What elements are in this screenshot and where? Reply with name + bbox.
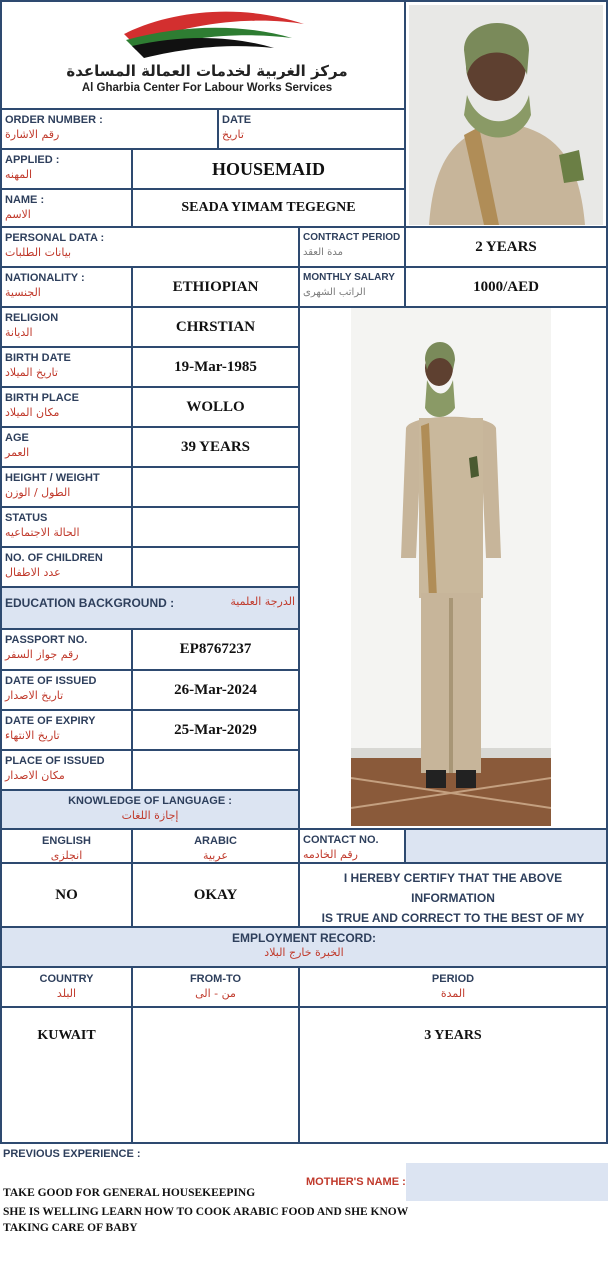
order-number-cell [0, 110, 219, 150]
monthly-salary-label: MONTHLY SALARY [303, 272, 395, 283]
age-label-cell [0, 428, 133, 468]
from-to-header [133, 968, 300, 1008]
arabic-header [133, 830, 300, 864]
contact-value [406, 830, 608, 864]
height-weight-label-ar: الطول / الوزن [5, 486, 71, 499]
country-header [0, 968, 133, 1008]
birth-date-label-ar: تاريخ الميلاد [5, 366, 58, 379]
from-to-label-ar: من - الى [195, 987, 236, 1000]
experience-note-1: TAKE GOOD FOR GENERAL HOUSEKEEPING [3, 1187, 256, 1199]
monthly-salary-label-cell [300, 268, 406, 308]
place-issued-value [133, 751, 300, 791]
period-header [300, 968, 608, 1008]
passport-label-ar: رقم جواز السفر [5, 648, 79, 661]
birth-date-label-cell [0, 348, 133, 388]
english-label-ar: انجلزى [50, 849, 83, 862]
issued-value: 26-Mar-2024 [133, 671, 300, 711]
certification-text [300, 864, 608, 928]
monthly-salary-value: 1000/AED [406, 268, 608, 308]
flag-swoosh-logo [114, 4, 314, 64]
height-weight-label-cell [0, 468, 133, 508]
age-label-ar: العمر [5, 446, 30, 459]
header-logo-area [0, 0, 406, 110]
status-value [133, 508, 300, 548]
period-label: PERIOD [431, 973, 475, 985]
english-label: ENGLISH [42, 835, 91, 847]
status-label-cell [0, 508, 133, 548]
contract-period-label-cell [300, 228, 406, 268]
country-label: COUNTRY [39, 973, 94, 985]
passport-label-cell [0, 630, 133, 671]
order-number-label-ar: رقم الاشارة [5, 128, 60, 141]
passport-value: EP8767237 [133, 630, 300, 671]
experience-note-3: TAKING CARE OF BABY [3, 1222, 138, 1234]
arabic-label: ARABIC [194, 835, 237, 847]
headshot-photo [409, 5, 603, 225]
education-label: EDUCATION BACKGROUND : [5, 596, 175, 610]
english-value: NO [0, 864, 133, 928]
from-to-label: FROM-TO [189, 973, 242, 985]
org-name-english: Al Gharbia Center For Labour Works Services [81, 82, 333, 94]
religion-value: CHRSTIAN [133, 308, 300, 348]
previous-experience-label: PREVIOUS EXPERIENCE : [3, 1148, 141, 1160]
contract-period-value: 2 YEARS [406, 228, 608, 268]
nationality-label: NATIONALITY : [5, 272, 85, 284]
applied-label-cell [0, 150, 133, 190]
expiry-label-cell [0, 711, 133, 751]
country-value: KUWAIT [0, 1008, 133, 1144]
place-issued-label: PLACE OF ISSUED [5, 755, 105, 767]
employment-record-header [0, 928, 608, 968]
name-label-cell [0, 190, 133, 228]
age-value: 39 YEARS [133, 428, 300, 468]
religion-label-ar: الديانة [5, 326, 33, 339]
applied-label: APPLIED : [5, 154, 60, 166]
children-label-cell [0, 548, 133, 588]
expiry-value: 25-Mar-2029 [133, 711, 300, 751]
birth-place-label-cell [0, 388, 133, 428]
personal-data-label: PERSONAL DATA : [5, 232, 105, 244]
period-value: 3 YEARS [300, 1008, 608, 1144]
certification-line-1: I HEREBY CERTIFY THAT THE ABOVE INFORMATION [343, 871, 563, 905]
issued-label-ar: تاريخ الاصدار [5, 689, 64, 702]
date-cell [219, 110, 406, 150]
applied-label-ar: المهنه [5, 168, 33, 181]
children-value [133, 548, 300, 588]
contact-label-cell [300, 830, 406, 864]
certification-line-2: IS TRUE AND CORRECT TO THE BEST OF MY [321, 911, 585, 925]
personal-data-cell [0, 228, 300, 268]
birth-place-label-ar: مكان الميلاد [5, 406, 60, 419]
name-value: SEADA YIMAM TEGEGNE [133, 190, 406, 228]
status-label-ar: الحالة الاجتماعيه [5, 526, 80, 539]
mother-name-value [406, 1163, 608, 1201]
expiry-label: DATE OF EXPIRY [5, 715, 96, 727]
name-label: NAME : [5, 194, 45, 206]
org-name-arabic: مركز الغربية لخدمات العمالة المساعدة [66, 62, 348, 80]
contract-period-label: CONTRACT PERIOD [303, 232, 401, 243]
order-number-label: ORDER NUMBER : [5, 114, 103, 126]
language-header [0, 791, 300, 830]
place-issued-label-cell [0, 751, 133, 791]
employment-record-label-ar: الخبرة خارج البلاد [264, 946, 344, 959]
contract-period-label-ar: مدة العقد [303, 247, 343, 258]
height-weight-label: HEIGHT / WEIGHT [5, 472, 100, 484]
nationality-label-ar: الجنسية [5, 286, 41, 299]
religion-label-cell [0, 308, 133, 348]
children-label-ar: عدد الاطفال [5, 566, 61, 579]
from-to-value [133, 1008, 300, 1144]
birth-date-value: 19-Mar-1985 [133, 348, 300, 388]
birth-place-label: BIRTH PLACE [5, 392, 79, 404]
date-label-ar: تاريخ [222, 128, 244, 141]
education-cell [0, 588, 300, 630]
country-label-ar: البلد [56, 987, 77, 1000]
children-label: NO. OF CHILDREN [5, 552, 103, 564]
religion-label: RELIGION [5, 312, 59, 324]
personal-data-label-ar: بيانات الطلبات [5, 246, 72, 259]
name-label-ar: الاسم [5, 208, 31, 221]
language-label-ar: إجازة اللغات [121, 809, 179, 822]
education-label-ar: الدرجة العلمية [230, 595, 295, 608]
nationality-value: ETHIOPIAN [133, 268, 300, 308]
mother-name-label: MOTHER'S NAME : [306, 1176, 406, 1188]
contact-label: CONTACT NO. [303, 834, 379, 846]
date-label: DATE [222, 114, 252, 126]
arabic-value: OKAY [133, 864, 300, 928]
status-label: STATUS [5, 512, 48, 524]
full-body-photo-frame [300, 308, 608, 830]
language-label: KNOWLEDGE OF LANGUAGE : [68, 795, 232, 807]
period-label-ar: المدة [440, 987, 466, 1000]
birth-place-value: WOLLO [133, 388, 300, 428]
nationality-label-cell [0, 268, 133, 308]
full-body-photo [351, 308, 551, 826]
issued-label: DATE OF ISSUED [5, 675, 97, 687]
passport-label: PASSPORT NO. [5, 634, 88, 646]
applied-value: HOUSEMAID [133, 150, 406, 190]
contact-label-ar: رقم الخادمه [303, 848, 358, 861]
birth-date-label: BIRTH DATE [5, 352, 71, 364]
arabic-label-ar: عربية [203, 849, 228, 862]
monthly-salary-label-ar: الراتب الشهرى [303, 287, 366, 298]
english-header [0, 830, 133, 864]
experience-note-2: SHE IS WELLING LEARN HOW TO COOK ARABIC FOOD AND SHE KNOW [3, 1206, 409, 1218]
expiry-label-ar: تاريخ الانتهاء [5, 729, 60, 742]
age-label: AGE [5, 432, 29, 444]
place-issued-label-ar: مكان الاصدار [5, 769, 65, 782]
employment-record-label: EMPLOYMENT RECORD: [232, 931, 376, 945]
height-weight-value [133, 468, 300, 508]
headshot-photo-frame [406, 0, 608, 228]
issued-label-cell [0, 671, 133, 711]
